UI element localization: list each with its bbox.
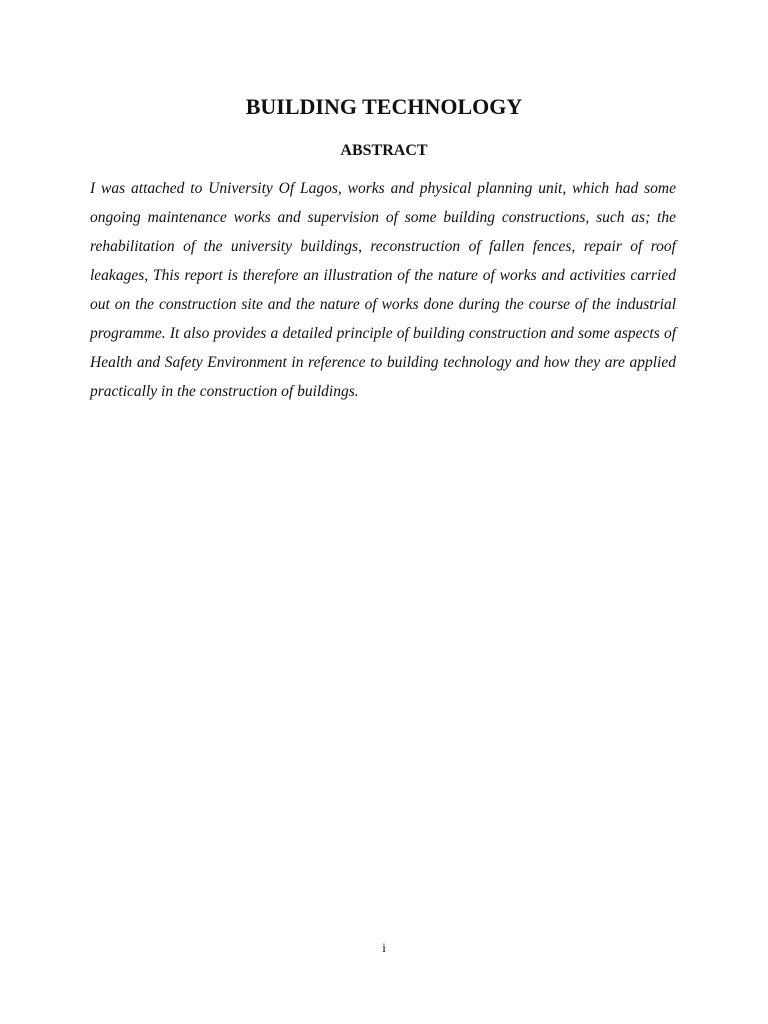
abstract-paragraph: I was attached to University Of Lagos, works and physical planning unit, which had some ongoing maintenance works and supervision of some building constructions, such as; the rehabilitation of the university buildings, reconstruction of fallen fences, repair of roof leakages, This report is therefore an illustration of the nature of works and activities carried out on the construction site and the nature of works done during the course of the industrial programme. It also provides a detailed principle of building construction and some aspects of Health and Safety Environment in reference to building technology and how they are applied practically in the construction of buildings.	[90, 180, 676, 400]
page-number: i	[382, 940, 386, 955]
document-title: BUILDING TECHNOLOGY	[245, 94, 523, 119]
abstract-heading: ABSTRACT	[340, 142, 428, 159]
